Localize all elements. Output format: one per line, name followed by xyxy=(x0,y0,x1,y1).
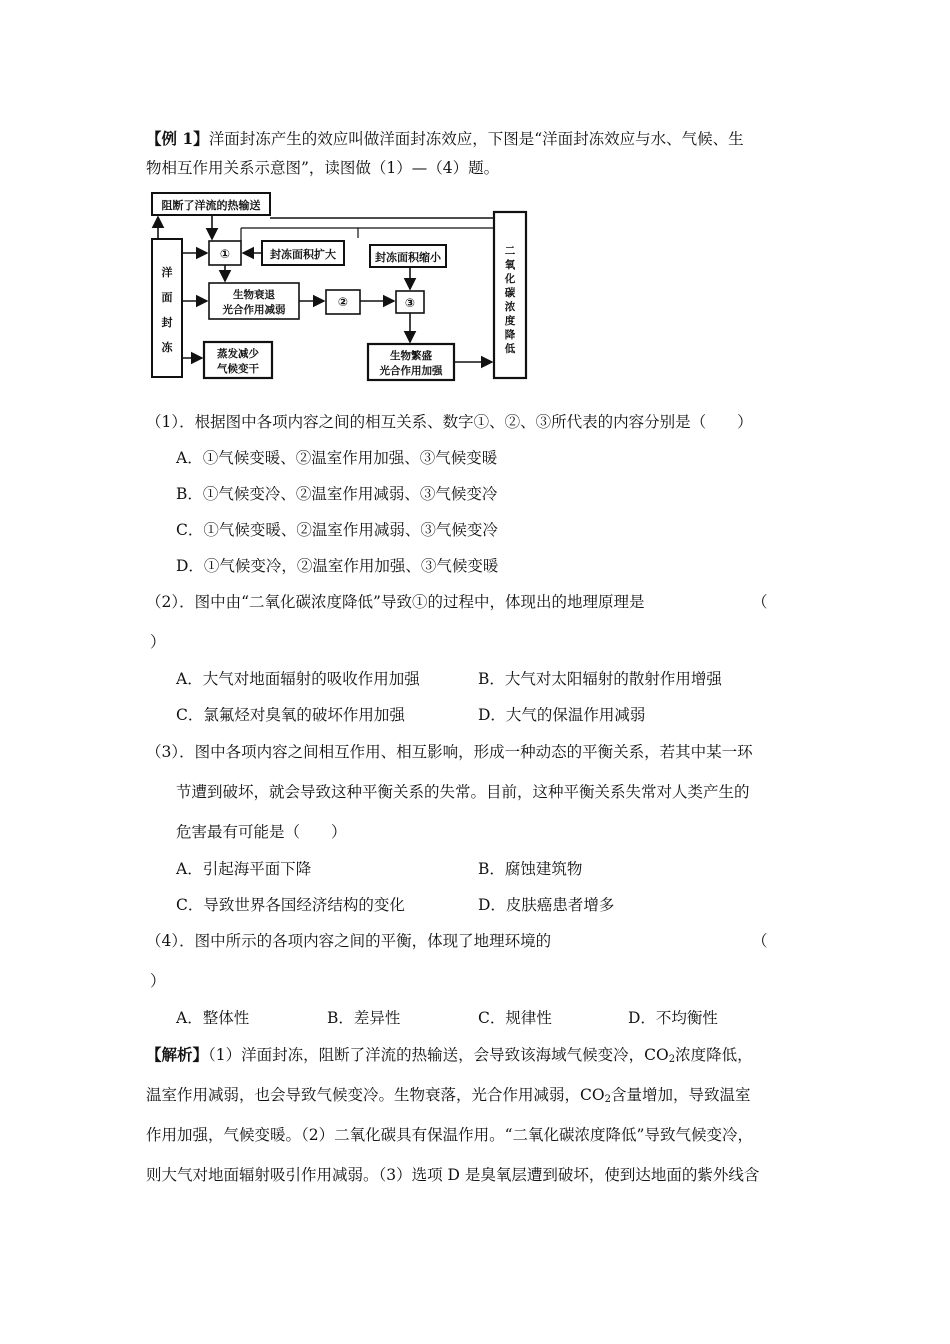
label-evap-2: 气候变干 xyxy=(217,363,259,375)
analysis-tag: 【解析】 xyxy=(146,1045,209,1064)
q4-option-d[interactable]: D．不均衡性 xyxy=(628,1009,718,1027)
q2-paren-open: （ xyxy=(752,593,768,611)
q3-stem-2: 节遭到破坏，就会导致这种平衡关系的失常。目前，这种平衡关系失常对人类产生的 xyxy=(176,783,750,801)
label-co2-1: 二 xyxy=(504,245,516,257)
q4-option-c[interactable]: C．规律性 xyxy=(478,1009,552,1027)
example-tag: 【例 1】 xyxy=(146,129,209,148)
q2-stem: （2）．图中由“二氧化碳浓度降低”导致①的过程中，体现出的地理原理是 xyxy=(146,593,645,611)
label-expand: 封冻面积扩大 xyxy=(270,248,336,261)
label-box-3: ③ xyxy=(404,296,416,310)
analysis-line-4: 则大气对地面辐射吸引作用减弱。（3）选项 D 是臭氧层遭到破坏，使到达地面的紫外线含 xyxy=(146,1166,760,1184)
q3-option-b[interactable]: B．腐蚀建筑物 xyxy=(478,860,583,878)
q4-paren-open: （ xyxy=(752,932,768,950)
q3-stem-1: （3）．图中各项内容之间相互作用、相互影响，形成一种动态的平衡关系，若其中某一环 xyxy=(146,743,753,761)
label-heat-transport: 阻断了洋流的热输送 xyxy=(161,199,261,212)
relationship-diagram xyxy=(148,188,532,384)
label-freeze-4: 冻 xyxy=(161,341,173,354)
q2-paren-close: ） xyxy=(150,633,166,651)
analysis-text-2b: 含量增加，导致温室 xyxy=(610,1086,751,1104)
analysis-text-1b: 浓度降低， xyxy=(675,1046,753,1064)
q1-option-d[interactable]: D．①气候变冷，②温室作用加强、③气候变暖 xyxy=(176,557,499,575)
q2-option-d[interactable]: D．大气的保温作用减弱 xyxy=(478,706,646,724)
label-freeze-2: 面 xyxy=(161,291,173,304)
analysis-sub-1: 2 xyxy=(668,1054,676,1065)
label-box-2: ② xyxy=(337,295,349,309)
label-bio-thrive-2: 光合作用加强 xyxy=(379,365,443,377)
q4-paren-close: ） xyxy=(150,972,166,990)
box-ocean-freeze xyxy=(152,239,182,377)
q4-stem: （4）．图中所示的各项内容之间的平衡，体现了地理环境的 xyxy=(146,932,552,950)
label-co2-6: 度 xyxy=(504,315,516,327)
intro-line-2: 物相互作用关系示意图”，读图做（1）—（4）题。 xyxy=(146,159,500,177)
analysis-text-1a: （1）洋面封冻，阻断了洋流的热输送，会导致该海域气候变冷，CO xyxy=(208,1046,669,1064)
analysis-line-1 xyxy=(146,1044,753,1071)
intro-text-1: 洋面封冻产生的效应叫做洋面封冻效应，下图是“洋面封冻效应与水、气候、生 xyxy=(208,130,744,148)
q1-option-c[interactable]: C．①气候变暖、②温室作用减弱、③气候变冷 xyxy=(176,521,498,539)
label-co2-4: 碳 xyxy=(504,287,516,299)
q2-option-c[interactable]: C．氯氟烃对臭氧的破坏作用加强 xyxy=(176,706,405,724)
q3-option-a[interactable]: A．引起海平面下降 xyxy=(176,860,312,878)
q2-option-b[interactable]: B．大气对太阳辐射的散射作用增强 xyxy=(478,670,722,688)
q1-stem: （1）．根据图中各项内容之间的相互关系、数字①、②、③所代表的内容分别是（ ） xyxy=(146,413,753,431)
label-co2-2: 氧 xyxy=(504,259,516,271)
analysis-line-2 xyxy=(146,1084,750,1111)
q4-option-b[interactable]: B．差异性 xyxy=(327,1009,401,1027)
q3-stem-3: 危害最有可能是（ ） xyxy=(176,823,347,841)
q4-option-a[interactable]: A．整体性 xyxy=(176,1009,250,1027)
label-freeze-1: 洋 xyxy=(161,266,173,279)
q1-option-b[interactable]: B．①气候变冷、②温室作用减弱、③气候变冷 xyxy=(176,485,498,503)
label-co2-5: 浓 xyxy=(504,301,516,313)
label-co2-3: 化 xyxy=(504,273,516,285)
label-co2-8: 低 xyxy=(504,343,516,355)
analysis-line-3: 作用加强，气候变暖。（2）二氧化碳具有保温作用。“二氧化碳浓度降低”导致气候变冷， xyxy=(146,1126,753,1144)
label-co2-7: 降 xyxy=(504,329,516,341)
label-evap-1: 蒸发减少 xyxy=(217,348,259,360)
label-box-1: ① xyxy=(219,247,231,261)
analysis-sub-2: 2 xyxy=(604,1094,611,1105)
q3-option-c[interactable]: C．导致世界各国经济结构的变化 xyxy=(176,896,405,914)
q2-option-a[interactable]: A．大气对地面辐射的吸收作用加强 xyxy=(176,670,420,688)
label-shrink: 封冻面积缩小 xyxy=(375,251,441,264)
label-freeze-3: 封 xyxy=(161,316,173,329)
q1-option-a[interactable]: A．①气候变暖、②温室作用加强、③气候变暖 xyxy=(176,449,498,467)
q3-option-d[interactable]: D．皮肤癌患者增多 xyxy=(478,896,615,914)
label-bio-decline-1: 生物衰退 xyxy=(233,289,275,301)
label-bio-thrive-1: 生物繁盛 xyxy=(390,350,432,362)
label-bio-decline-2: 光合作用减弱 xyxy=(222,304,286,316)
intro-line-1 xyxy=(146,128,744,150)
analysis-text-2a: 温室作用减弱，也会导致气候变冷。生物衰落，光合作用减弱，CO xyxy=(146,1086,605,1104)
